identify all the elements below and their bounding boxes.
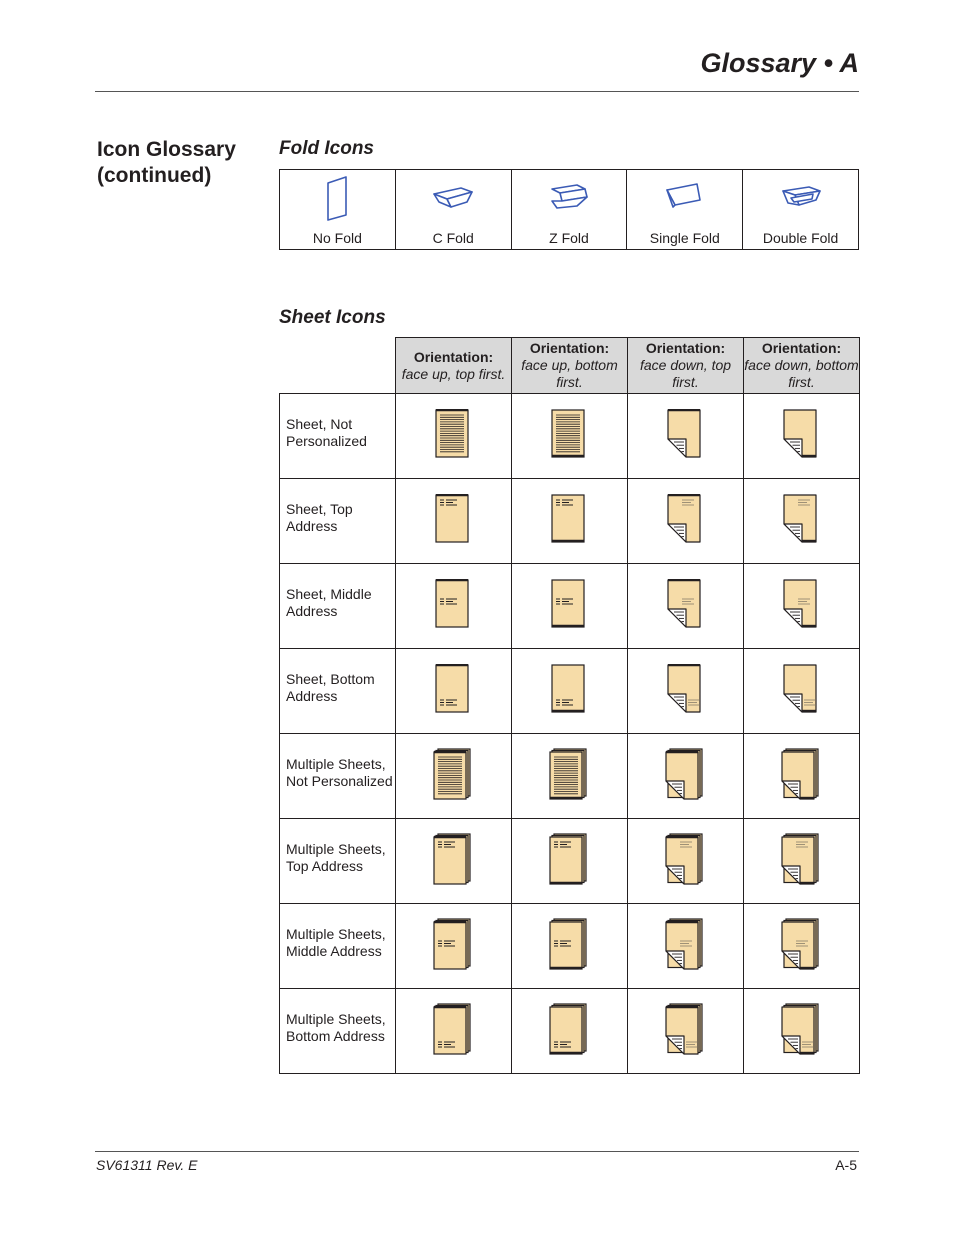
sheet-row xyxy=(280,564,860,649)
fold-cell xyxy=(743,170,859,250)
orientation-detail: face down, bottom first. xyxy=(744,357,859,390)
sheet-icon-cell xyxy=(744,734,860,819)
fold-icons-table xyxy=(279,169,859,250)
page-header-title: Glossary • A xyxy=(700,48,859,78)
sheet-middle-face-down-icon xyxy=(667,579,705,633)
sheet-icon-cell xyxy=(512,394,628,479)
sheet-icon-cell xyxy=(744,819,860,904)
sheet-row xyxy=(280,989,860,1074)
sheet-icon-cell xyxy=(628,989,744,1074)
multi-sheet-middle-face-up-icon xyxy=(549,918,590,975)
sheet-row-label: Multiple Sheets, Bottom Address xyxy=(280,989,396,1074)
sheet-icon-cell xyxy=(512,819,628,904)
multi-sheet-middle-face-down-icon xyxy=(781,918,822,975)
multi-sheet-top-face-up-icon xyxy=(433,833,474,890)
sheet-row-label: Multiple Sheets, Not Personalized xyxy=(280,734,396,819)
sheet-icon-cell xyxy=(628,904,744,989)
sheet-icon-cell xyxy=(512,989,628,1074)
sheet-icon-cell xyxy=(512,904,628,989)
orientation-label: Orientation: xyxy=(413,348,494,365)
fold-cell xyxy=(280,170,396,250)
orientation-header xyxy=(512,338,628,394)
sheet-row-label: Sheet, Bottom Address xyxy=(280,649,396,734)
sheet-top-face-up-icon xyxy=(551,494,589,548)
sheet-icon-cell xyxy=(396,989,512,1074)
multi-sheet-bottom-face-down-icon xyxy=(665,1003,706,1060)
multi-sheet-top-face-down-icon xyxy=(665,833,706,890)
orientation-header xyxy=(628,338,744,394)
sheet-icon-cell xyxy=(744,564,860,649)
document-revision: SV61311 Rev. E xyxy=(96,1157,198,1173)
sheet-icons-body xyxy=(280,394,860,1074)
sheet-top-face-down-icon xyxy=(667,494,705,548)
multi-sheet-text-face-down-icon xyxy=(665,748,706,805)
multi-sheet-bottom-face-up-icon xyxy=(433,1003,474,1060)
sheet-icon-cell xyxy=(512,564,628,649)
sheet-bottom-face-down-icon xyxy=(667,664,705,718)
sheet-icon-cell xyxy=(744,989,860,1074)
sheet-icon-cell xyxy=(744,904,860,989)
fold-icons-title: Fold Icons xyxy=(279,138,374,159)
sheet-row-label: Multiple Sheets, Middle Address xyxy=(280,904,396,989)
sheet-icon-cell xyxy=(396,479,512,564)
fold-label: Double Fold xyxy=(762,230,839,246)
orientation-header xyxy=(396,338,512,394)
page-number: A-5 xyxy=(835,1157,857,1173)
sheet-row xyxy=(280,479,860,564)
multi-sheet-top-face-up-icon xyxy=(549,833,590,890)
orientation-label: Orientation: xyxy=(761,340,842,356)
orientation-detail: face up, bottom first. xyxy=(521,357,618,390)
multi-sheet-middle-face-down-icon xyxy=(665,918,706,975)
sheet-middle-face-down-icon xyxy=(783,579,821,633)
sheet-icon-cell xyxy=(512,479,628,564)
sheet-top-face-up-icon xyxy=(435,494,473,548)
sheet-icon-cell xyxy=(628,819,744,904)
footer-divider xyxy=(95,1151,859,1152)
sheet-icon-cell xyxy=(628,479,744,564)
fold-label: Single Fold xyxy=(649,230,720,246)
sheet-icon-cell xyxy=(628,734,744,819)
sheet-text-face-down-icon xyxy=(667,409,705,463)
sheet-icons-header-row xyxy=(280,338,860,394)
sheet-row xyxy=(280,649,860,734)
z-fold-icon xyxy=(547,175,591,221)
fold-cell xyxy=(627,170,743,250)
sheet-icon-cell xyxy=(628,394,744,479)
sheet-text-face-down-icon xyxy=(783,409,821,463)
fold-label: C Fold xyxy=(432,230,474,246)
header-divider xyxy=(95,91,859,92)
sheet-row-label: Multiple Sheets, Top Address xyxy=(280,819,396,904)
sheet-icon-cell xyxy=(396,564,512,649)
multi-sheet-bottom-face-down-icon xyxy=(781,1003,822,1060)
sheet-icon-cell xyxy=(628,564,744,649)
sheet-middle-face-up-icon xyxy=(435,579,473,633)
header-corner xyxy=(280,338,396,394)
double-fold-icon xyxy=(779,175,823,221)
sheet-row xyxy=(280,734,860,819)
sheet-middle-face-up-icon xyxy=(551,579,589,633)
sheet-row-label: Sheet, Middle Address xyxy=(280,564,396,649)
no-fold-icon xyxy=(315,175,359,221)
sheet-icon-cell xyxy=(396,394,512,479)
multi-sheet-text-face-up-icon xyxy=(549,748,590,805)
sheet-icon-cell xyxy=(628,649,744,734)
section-heading xyxy=(97,137,236,189)
sheet-top-face-down-icon xyxy=(783,494,821,548)
orientation-header xyxy=(744,338,860,394)
orientation-label: Orientation: xyxy=(645,340,726,356)
multi-sheet-bottom-face-up-icon xyxy=(549,1003,590,1060)
sheet-icon-cell xyxy=(396,904,512,989)
c-fold-icon xyxy=(431,175,475,221)
sheet-text-face-up-icon xyxy=(551,409,589,463)
sheet-icon-cell xyxy=(512,734,628,819)
sheet-icon-cell xyxy=(396,819,512,904)
sheet-icon-cell xyxy=(396,734,512,819)
sheet-text-face-up-icon xyxy=(435,409,473,463)
multi-sheet-text-face-down-icon xyxy=(781,748,822,805)
orientation-detail: face up, top first. xyxy=(401,365,506,382)
sheet-icon-cell xyxy=(512,649,628,734)
fold-cell xyxy=(511,170,627,250)
sheet-bottom-face-down-icon xyxy=(783,664,821,718)
sheet-row xyxy=(280,819,860,904)
sheet-icon-cell xyxy=(396,649,512,734)
sheet-bottom-face-up-icon xyxy=(435,664,473,718)
orientation-detail: face down, top first. xyxy=(639,357,732,390)
fold-cell xyxy=(395,170,511,250)
sheet-row-label: Sheet, Top Address xyxy=(280,479,396,564)
sheet-row-label: Sheet, Not Personalized xyxy=(280,394,396,479)
sheet-row xyxy=(280,904,860,989)
sheet-icon-cell xyxy=(744,649,860,734)
sheet-bottom-face-up-icon xyxy=(551,664,589,718)
sheet-icons-title: Sheet Icons xyxy=(279,307,386,328)
orientation-label: Orientation: xyxy=(529,340,610,356)
sheet-icon-cell xyxy=(744,394,860,479)
single-fold-icon xyxy=(663,175,707,221)
fold-icons-row xyxy=(280,170,859,250)
multi-sheet-middle-face-up-icon xyxy=(433,918,474,975)
section-heading-line1: Icon Glossary xyxy=(97,138,236,161)
section-heading-line2: (continued) xyxy=(97,164,212,187)
sheet-row xyxy=(280,394,860,479)
fold-label: Z Fold xyxy=(549,230,589,246)
multi-sheet-text-face-up-icon xyxy=(433,748,474,805)
fold-label: No Fold xyxy=(312,230,362,246)
multi-sheet-top-face-down-icon xyxy=(781,833,822,890)
sheet-icons-table xyxy=(279,337,860,1074)
sheet-icon-cell xyxy=(744,479,860,564)
